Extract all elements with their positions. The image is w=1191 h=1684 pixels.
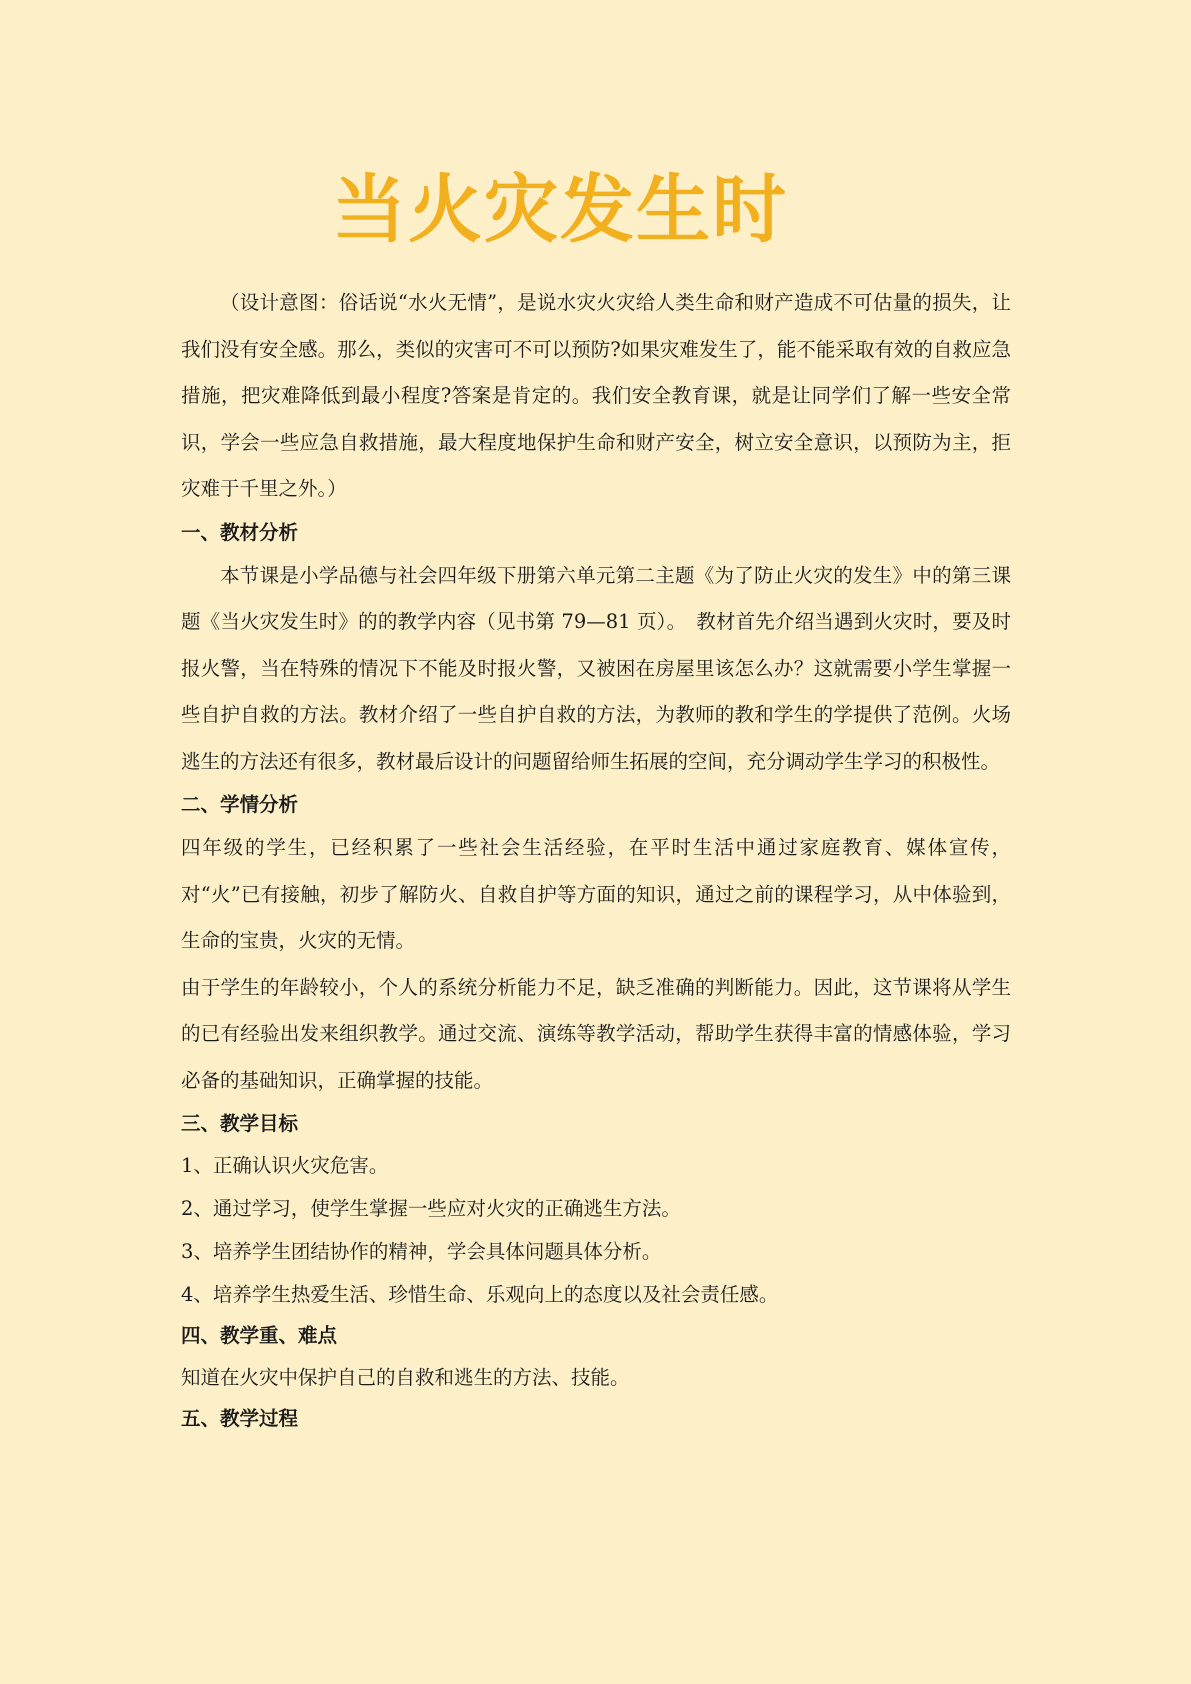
goal-item: 2、通过学习，使学生掌握一些应对火灾的正确逃生方法。 [181, 1197, 681, 1220]
section-heading-teaching-process: 五、教学过程 [181, 1407, 299, 1430]
design-intent-paragraph: （设计意图：俗话说“水火无情”，是说水灾火灾给人类生命和财产造成不可估量的损失，让我们没有安全感。那么，类似的灾害可不可以预防?如果灾难发生了，能不能采取有效的自救应急措施，把灾难降低到最小程度?答案是肯定的。我们安全教育课，就是让同学们了解一些安全常识，学会一些应急自救措施，最大程度地保护生命和财产安全，树立安全意识，以预防为主，拒灾难于千里之外。） [181, 291, 1011, 500]
goal-item: 1、正确认识火灾危害。 [181, 1154, 389, 1177]
page-title: 当火灾发生时 [332, 167, 788, 253]
student-analysis-paragraph-2: 由于学生的年龄较小，个人的系统分析能力不足，缺乏准确的判断能力。因此，这节课将从学生的已有经验出发来组织教学。通过交流、演练等教学活动，帮助学生获得丰富的情感体验，学习必备的基础知识，正确掌握的技能。 [181, 975, 1011, 1092]
document-body [181, 280, 1011, 1439]
section-heading-key-points: 四、教学重、难点 [181, 1324, 338, 1347]
goal-item: 3、培养学生团结协作的精神，学会具体问题具体分析。 [181, 1240, 662, 1263]
key-points-paragraph: 知道在火灾中保护自己的自救和逃生的方法、技能。 [181, 1366, 630, 1389]
section-heading-teaching-goals: 三、教学目标 [181, 1112, 299, 1135]
textbook-analysis-paragraph: 本节课是小学品德与社会四年级下册第六单元第二主题《为了防止火灾的发生》中的第三课题《当火灾发生时》的的教学内容（见书第 79—81 页）。 教材首先介绍当遇到火灾时，要及时报火警，当在特殊的情况下不能及时报火警，又被困在房屋里该怎么办？这就需要小学生掌握一些自护自救的方法。教材介绍了一些自护自救的方法，为教师的教和学生的学提供了范例。火场逃生的方法还有很多，教材最后设计的问题留给师生拓展的空间，充分调动学生学习的积极性。 [181, 563, 1011, 773]
section-heading-textbook-analysis: 一、教材分析 [181, 520, 299, 544]
section-heading-student-analysis: 二、学情分析 [181, 793, 299, 816]
goal-item: 4、培养学生热爱生活、珍惜生命、乐观向上的态度以及社会责任感。 [181, 1283, 779, 1306]
student-analysis-paragraph-1: 四年级的学生，已经积累了一些社会生活经验，在平时生活中通过家庭教育、媒体宣传，对“火”已有接触，初步了解防火、自救自护等方面的知识，通过之前的课程学习，从中体验到，生命的宝贵，火灾的无情。 [181, 836, 1011, 952]
